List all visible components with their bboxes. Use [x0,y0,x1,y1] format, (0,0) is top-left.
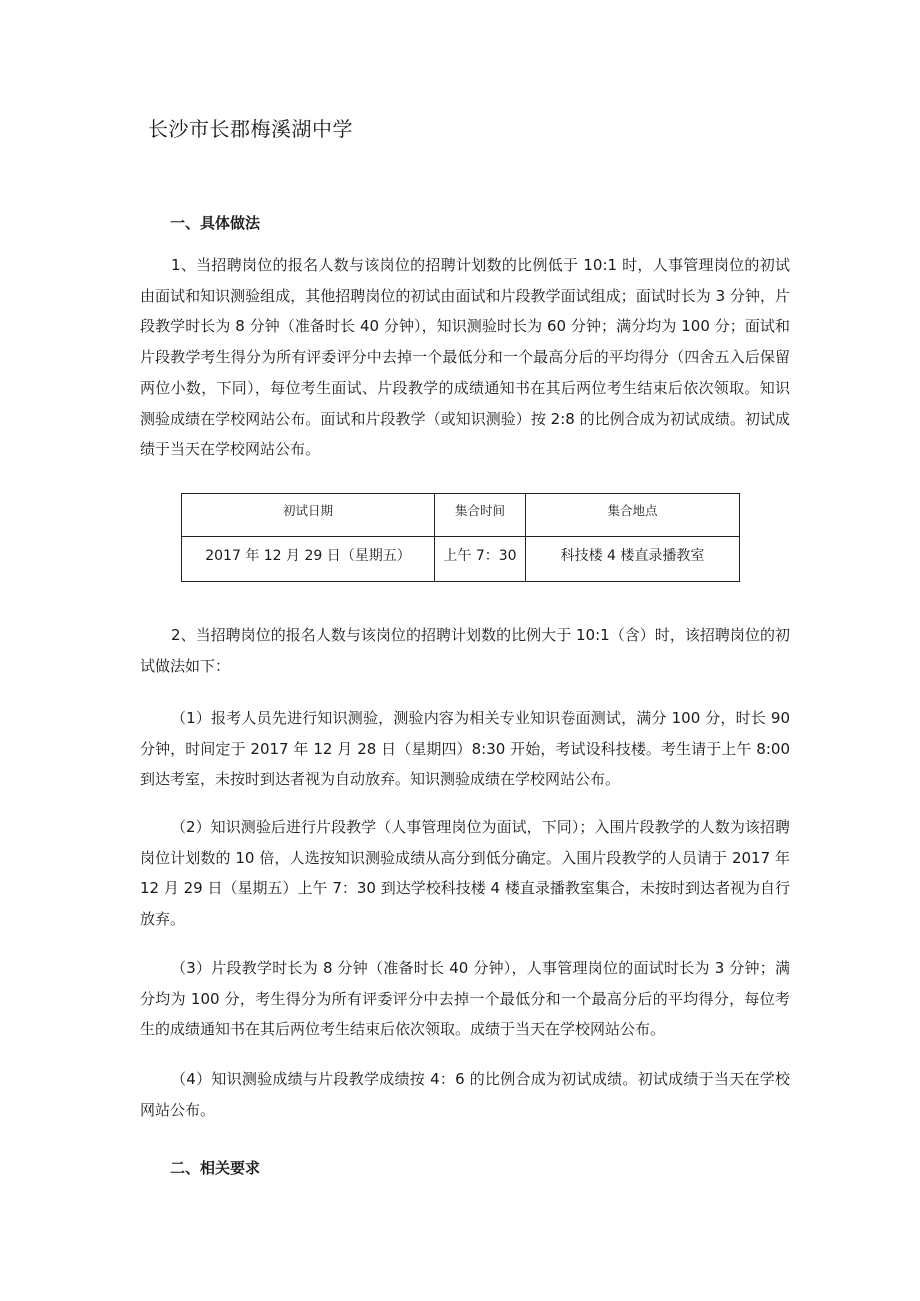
schedule-table [181,493,740,582]
paragraph-3: （1）报考人员先进行知识测验，测验内容为相关专业知识卷面测试，满分 100 分，时长 90 分钟，时间定于 2017 年 12 月 28 日（星期四）8:30 开始，考试设科技楼。考生请于上午 8:00 到达考室，未按时到达者视为自动放弃。知识测验成绩在学校网站公布。 [140,709,790,789]
cell-assembly-location: 科技楼 4 楼直录播教室 [526,537,740,582]
school-title: 长沙市长郡梅溪湖中学 [148,117,353,141]
header-assembly-location: 集合地点 [526,494,740,537]
header-assembly-time: 集合时间 [435,494,526,537]
paragraph-5: （3）片段教学时长为 8 分钟（准备时长 40 分钟），人事管理岗位的面试时长为 3 分钟；满分均为 100 分，考生得分为所有评委评分中去掉一个最低分和一个最高分后的平均得分，每位考生的成绩通知书在其后两位考生结束后依次领取。成绩于当天在学校网站公布。 [140,959,790,1039]
cell-assembly-time: 上午 7：30 [435,537,526,582]
paragraph-6: （4）知识测验成绩与片段教学成绩按 4：6 的比例合成为初试成绩。初试成绩于当天在学校网站公布。 [140,1070,790,1119]
section-heading-requirements: 二、相关要求 [170,1159,261,1177]
header-exam-date: 初试日期 [182,494,435,537]
paragraph-1: 1、当招聘岗位的报名人数与该岗位的招聘计划数的比例低于 10:1 时，人事管理岗位的初试由面试和知识测验组成，其他招聘岗位的初试由面试和片段教学面试组成；面试时长为 3 分钟，片段教学时长为 8 分钟（准备时长 40 分钟），知识测验时长为 60 分钟；满分均为 100 分；面试和片段教学考生得分为所有评委评分中去掉一个最低分和一个最高分后的平均得分（四舍五入后保留两位小数，下同），每位考生面试、片段教学的成绩通知书在其后两位考生结束后依次领取。知识测验成绩在学校网站公布。面试和片段教学（或知识测验）按 2:8 的比例合成为初试成绩。初试成绩于当天在学校网站公布。 [140,256,790,459]
table-row [182,537,740,582]
section-heading-specific-method: 一、具体做法 [170,214,261,232]
table-header-row [182,494,740,537]
paragraph-4: （2）知识测验后进行片段教学（人事管理岗位为面试，下同）；入围片段教学的人数为该招聘岗位计划数的 10 倍，人选按知识测验成绩从高分到低分确定。入围片段教学的人员请于 2017 年 12 月 29 日（星期五）上午 7：30 到达学校科技楼 4 楼直录播教室集合，未按时到达者视为自行放弃。 [140,818,790,929]
cell-exam-date: 2017 年 12 月 29 日（星期五） [182,537,435,582]
paragraph-2: 2、当招聘岗位的报名人数与该岗位的招聘计划数的比例大于 10:1（含）时，该招聘岗位的初试做法如下： [140,626,790,675]
